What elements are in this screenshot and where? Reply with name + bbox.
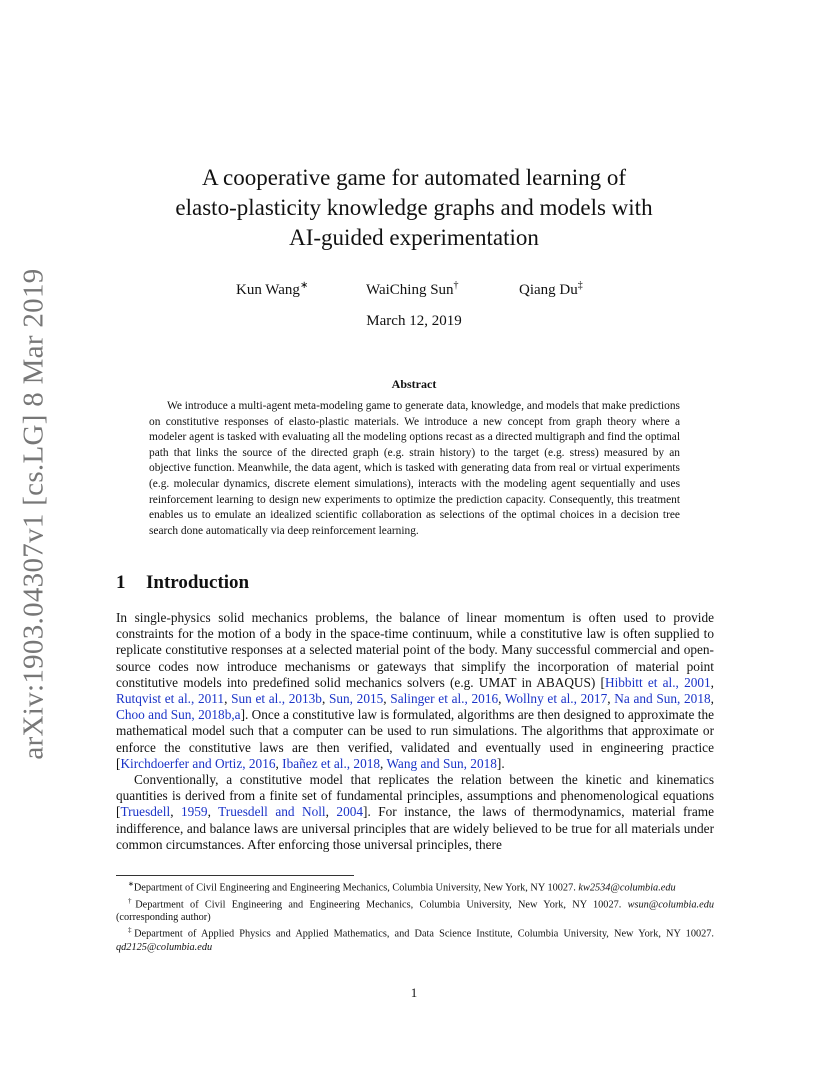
- footnote-email[interactable]: kw2534@columbia.edu: [578, 882, 676, 894]
- title-line: elasto-plasticity knowledge graphs and models with: [175, 195, 653, 220]
- body-text-run: ,: [325, 804, 337, 820]
- body-text-run: ,: [710, 674, 714, 690]
- paper-title: [100, 163, 728, 253]
- author-list: [0, 280, 828, 300]
- citation-link[interactable]: Sun, 2015: [328, 691, 384, 707]
- introduction-body: [116, 610, 714, 853]
- page-number: 1: [410, 985, 418, 1000]
- footnote-affiliation: Department of Civil Engineering and Engineering Mechanics, Columbia University, New York, NY 10027.: [135, 899, 628, 911]
- body-text-run: In single-physics solid mechanics problems, the balance of linear momentum is often used to provide constraints for the motion of a body in the space-time continuum, while a constitutive law is often supplied to replicate constitutive responses at a selected material point of the body. Many successful commercial and open-source codes now introduce mechanisms or gateways that simplify the incorporation of material point constitutive models into predefined solid mechanics solvers (e.g. UMAT in ABAQUS) [: [116, 610, 714, 690]
- citation-link[interactable]: Na and Sun, 2018: [614, 691, 711, 707]
- author-name: Kun Wang: [236, 282, 300, 298]
- footnote-divider: [116, 875, 354, 876]
- citation-link[interactable]: Truesdell and Noll: [218, 804, 326, 820]
- citation-link[interactable]: 2004: [336, 804, 364, 820]
- body-text-run: Conventionally, a constitutive model that replicates the relation between the kinetic and kinematics quantities is derived from a finite set of fundamental principles, assumptions and phenomenological equations [: [116, 772, 714, 820]
- body-text-run: ,: [207, 804, 219, 820]
- body-text-run: ]. For instance, the laws of thermodynamics, material frame indifference, and balance laws are universal principles that are widely believed to be true for all materials under common circumstances. After enforcing those universal principles, there: [116, 804, 714, 852]
- body-text-run: ,: [224, 691, 232, 707]
- citation-link[interactable]: Truesdell: [120, 804, 171, 820]
- footnotes: [116, 878, 714, 954]
- footnote-email[interactable]: qd2125@columbia.edu: [116, 942, 213, 954]
- author-kun-wang: [236, 280, 308, 299]
- footnote-note: (corresponding author): [116, 912, 211, 924]
- author-footnote-mark: ∗: [299, 280, 309, 291]
- body-text-run: ,: [710, 691, 714, 707]
- section-title: Introduction: [146, 572, 250, 593]
- footnote: [116, 878, 714, 895]
- author-name: WaiChing Sun: [366, 282, 454, 298]
- section-number: 1: [116, 572, 126, 593]
- body-paragraph: [116, 772, 714, 853]
- citation-link[interactable]: Choo and Sun, 2018b,a: [116, 707, 241, 723]
- author-footnote-mark: ‡: [577, 280, 583, 291]
- body-paragraph: [116, 610, 714, 772]
- footnote-email[interactable]: wsun@columbia.edu: [627, 899, 714, 911]
- body-text-run: ,: [498, 691, 505, 707]
- body-text-run: ,: [383, 691, 391, 707]
- body-text-run: ,: [380, 755, 387, 771]
- footnote-mark: ‡: [128, 926, 135, 935]
- citation-link[interactable]: Salinger et al., 2016: [390, 691, 499, 707]
- body-text-run: ].: [496, 755, 505, 771]
- citation-link[interactable]: Ibañez et al., 2018: [282, 755, 381, 771]
- body-text-run: ,: [170, 804, 181, 820]
- footnote: [116, 895, 714, 925]
- title-line: A cooperative game for automated learning of: [201, 165, 627, 190]
- arxiv-identifier-stamp: arXiv:1903.04307v1 [cs.LG] 8 Mar 2019: [17, 268, 50, 760]
- author-waiching-sun: [366, 280, 459, 299]
- citation-link[interactable]: Wang and Sun, 2018: [386, 755, 497, 771]
- body-text-run: ,: [321, 691, 329, 707]
- body-text-run: ,: [275, 755, 283, 771]
- author-qiang-du: [519, 280, 583, 299]
- citation-link[interactable]: Rutqvist et al., 2011: [116, 691, 225, 707]
- abstract-heading: Abstract: [391, 377, 437, 391]
- body-text-run: ]. Once a constitutive law is formulated, algorithms are then designed to approximate the mathematical model such that a computer can be used to run simulations. The algorithms that approximate or enforce the constitutive laws are then verified, validated and eventually used in engineering practice [: [116, 707, 714, 771]
- footnote-affiliation: Department of Applied Physics and Applied Mathematics, and Data Science Institute, Columbia University, New York, NY 10027.: [134, 928, 714, 940]
- citation-link[interactable]: Wollny et al., 2017: [504, 691, 608, 707]
- citation-link[interactable]: Sun et al., 2013b: [231, 691, 322, 707]
- footnote: [116, 924, 714, 954]
- section-heading: [116, 572, 249, 594]
- author-name: Qiang Du: [519, 282, 578, 298]
- body-text-run: ,: [607, 691, 615, 707]
- citation-link[interactable]: Hibbitt et al., 2001: [604, 674, 711, 690]
- publication-date: March 12, 2019: [366, 313, 462, 329]
- footnote-mark: ∗: [128, 880, 134, 888]
- author-footnote-mark: †: [453, 280, 459, 291]
- abstract-text: We introduce a multi-agent meta-modeling game to generate data, knowledge, and models that make predictions on constitutive responses of elasto-plastic materials. We introduce a new concept from graph theory where a modeler agent is tasked with evaluating all the modeling options recast as a directed multigraph and find the optimal path that links the source of the directed graph (e.g. strain history) to the target (e.g. stress) measured by an objective function. Meanwhile, the data agent, which is tasked with generating data from real or virtual experiments (e.g. molecular dynamics, discrete element simulations), interacts with the modeling agent sequentially and uses reinforcement learning to design new experiments to optimize the prediction capacity. Consequently, this treatment enables us to emulate an idealized scientific collaboration as selections of the optimal choices in a decision tree search done automatically via deep reinforcement learning.: [149, 400, 680, 537]
- title-line: AI-guided experimentation: [289, 225, 539, 250]
- citation-link[interactable]: Kirchdoerfer and Ortiz, 2016: [120, 755, 276, 771]
- citation-link[interactable]: 1959: [180, 804, 208, 820]
- footnote-mark: †: [128, 896, 136, 905]
- footnote-affiliation: Department of Civil Engineering and Engineering Mechanics, Columbia University, New York, NY 10027.: [133, 882, 579, 894]
